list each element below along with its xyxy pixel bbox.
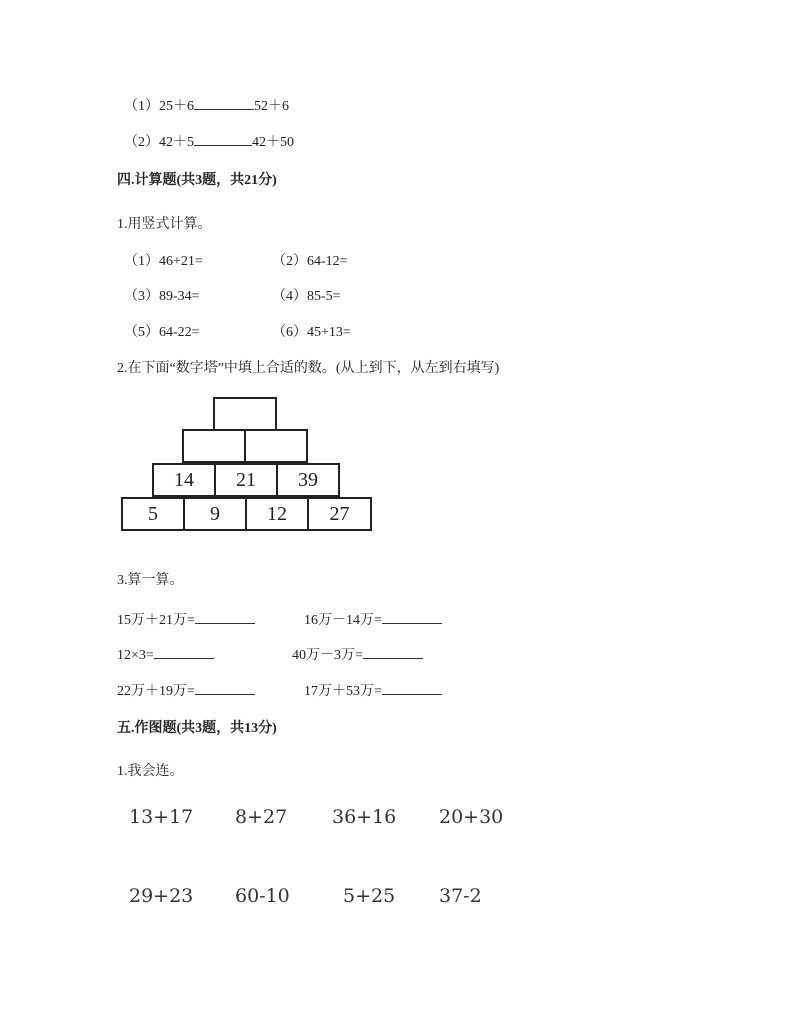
answer-blank[interactable] <box>382 680 442 695</box>
fill-in-item: 22万＋19万= <box>117 680 255 701</box>
item-number: （1） <box>124 99 159 114</box>
drawing-question-title: 1.我会连。 <box>117 764 184 779</box>
right-expression: 42＋50 <box>252 135 294 150</box>
tower-cell: 9 <box>183 497 247 531</box>
answer-blank[interactable] <box>195 609 255 624</box>
fill-in-item: 17万＋53万= <box>304 680 442 701</box>
tower-cell: 5 <box>121 497 185 531</box>
vertical-calc-item: （5）64-22= <box>124 325 200 340</box>
tower-cell: 12 <box>245 497 309 531</box>
left-expression: 25＋6 <box>159 99 194 114</box>
tower-cell[interactable] <box>244 429 308 463</box>
answer-blank[interactable] <box>195 680 255 695</box>
tower-cell[interactable] <box>182 429 246 463</box>
vertical-calc-item: （4）85-5= <box>272 289 341 304</box>
tower-cell: 21 <box>214 463 278 497</box>
tower-cell: 27 <box>307 497 372 531</box>
tower-cell[interactable] <box>213 397 277 431</box>
section-5-heading: 五.作图题(共3题，共13分) <box>117 721 277 736</box>
fill-in-item: 16万－14万= <box>304 609 442 630</box>
answer-blank[interactable] <box>194 131 252 146</box>
answer-blank[interactable] <box>194 95 254 110</box>
fill-in-item: 40万－3万= <box>292 644 423 665</box>
connect-expression-bottom[interactable]: 60-10 <box>235 885 290 907</box>
vertical-calc-item: （6）45+13= <box>272 325 351 340</box>
compare-item-2 <box>124 131 294 152</box>
tower-cell: 39 <box>276 463 340 497</box>
tower-cell: 14 <box>152 463 216 497</box>
connect-expression-bottom[interactable]: 29+23 <box>129 885 194 907</box>
item-number: （2） <box>124 135 159 150</box>
connect-expression-top[interactable]: 36+16 <box>332 806 397 828</box>
question-2-title: 2.在下面“数字塔”中填上合适的数。(从上到下，从左到右填写) <box>117 361 500 376</box>
vertical-calc-item: （2）64-12= <box>272 254 348 269</box>
vertical-calc-item: （1）46+21= <box>124 254 203 269</box>
right-expression: 52＋6 <box>254 99 289 114</box>
compare-item-1 <box>124 95 289 116</box>
connect-expression-bottom[interactable]: 37-2 <box>439 885 482 907</box>
answer-blank[interactable] <box>154 644 214 659</box>
fill-in-item: 12×3= <box>117 644 214 665</box>
section-4-heading: 四.计算题(共3题，共21分) <box>117 173 277 188</box>
connect-expression-bottom[interactable]: 5+25 <box>343 885 396 907</box>
connect-expression-top[interactable]: 20+30 <box>439 806 504 828</box>
connect-expression-top[interactable]: 8+27 <box>235 806 288 828</box>
fill-in-item: 15万＋21万= <box>117 609 255 630</box>
answer-blank[interactable] <box>382 609 442 624</box>
vertical-calc-item: （3）89-34= <box>124 289 200 304</box>
answer-blank[interactable] <box>363 644 423 659</box>
left-expression: 42＋5 <box>159 135 194 150</box>
connect-expression-top[interactable]: 13+17 <box>129 806 194 828</box>
question-1-title: 1.用竖式计算。 <box>117 217 212 232</box>
question-3-title: 3.算一算。 <box>117 573 184 588</box>
